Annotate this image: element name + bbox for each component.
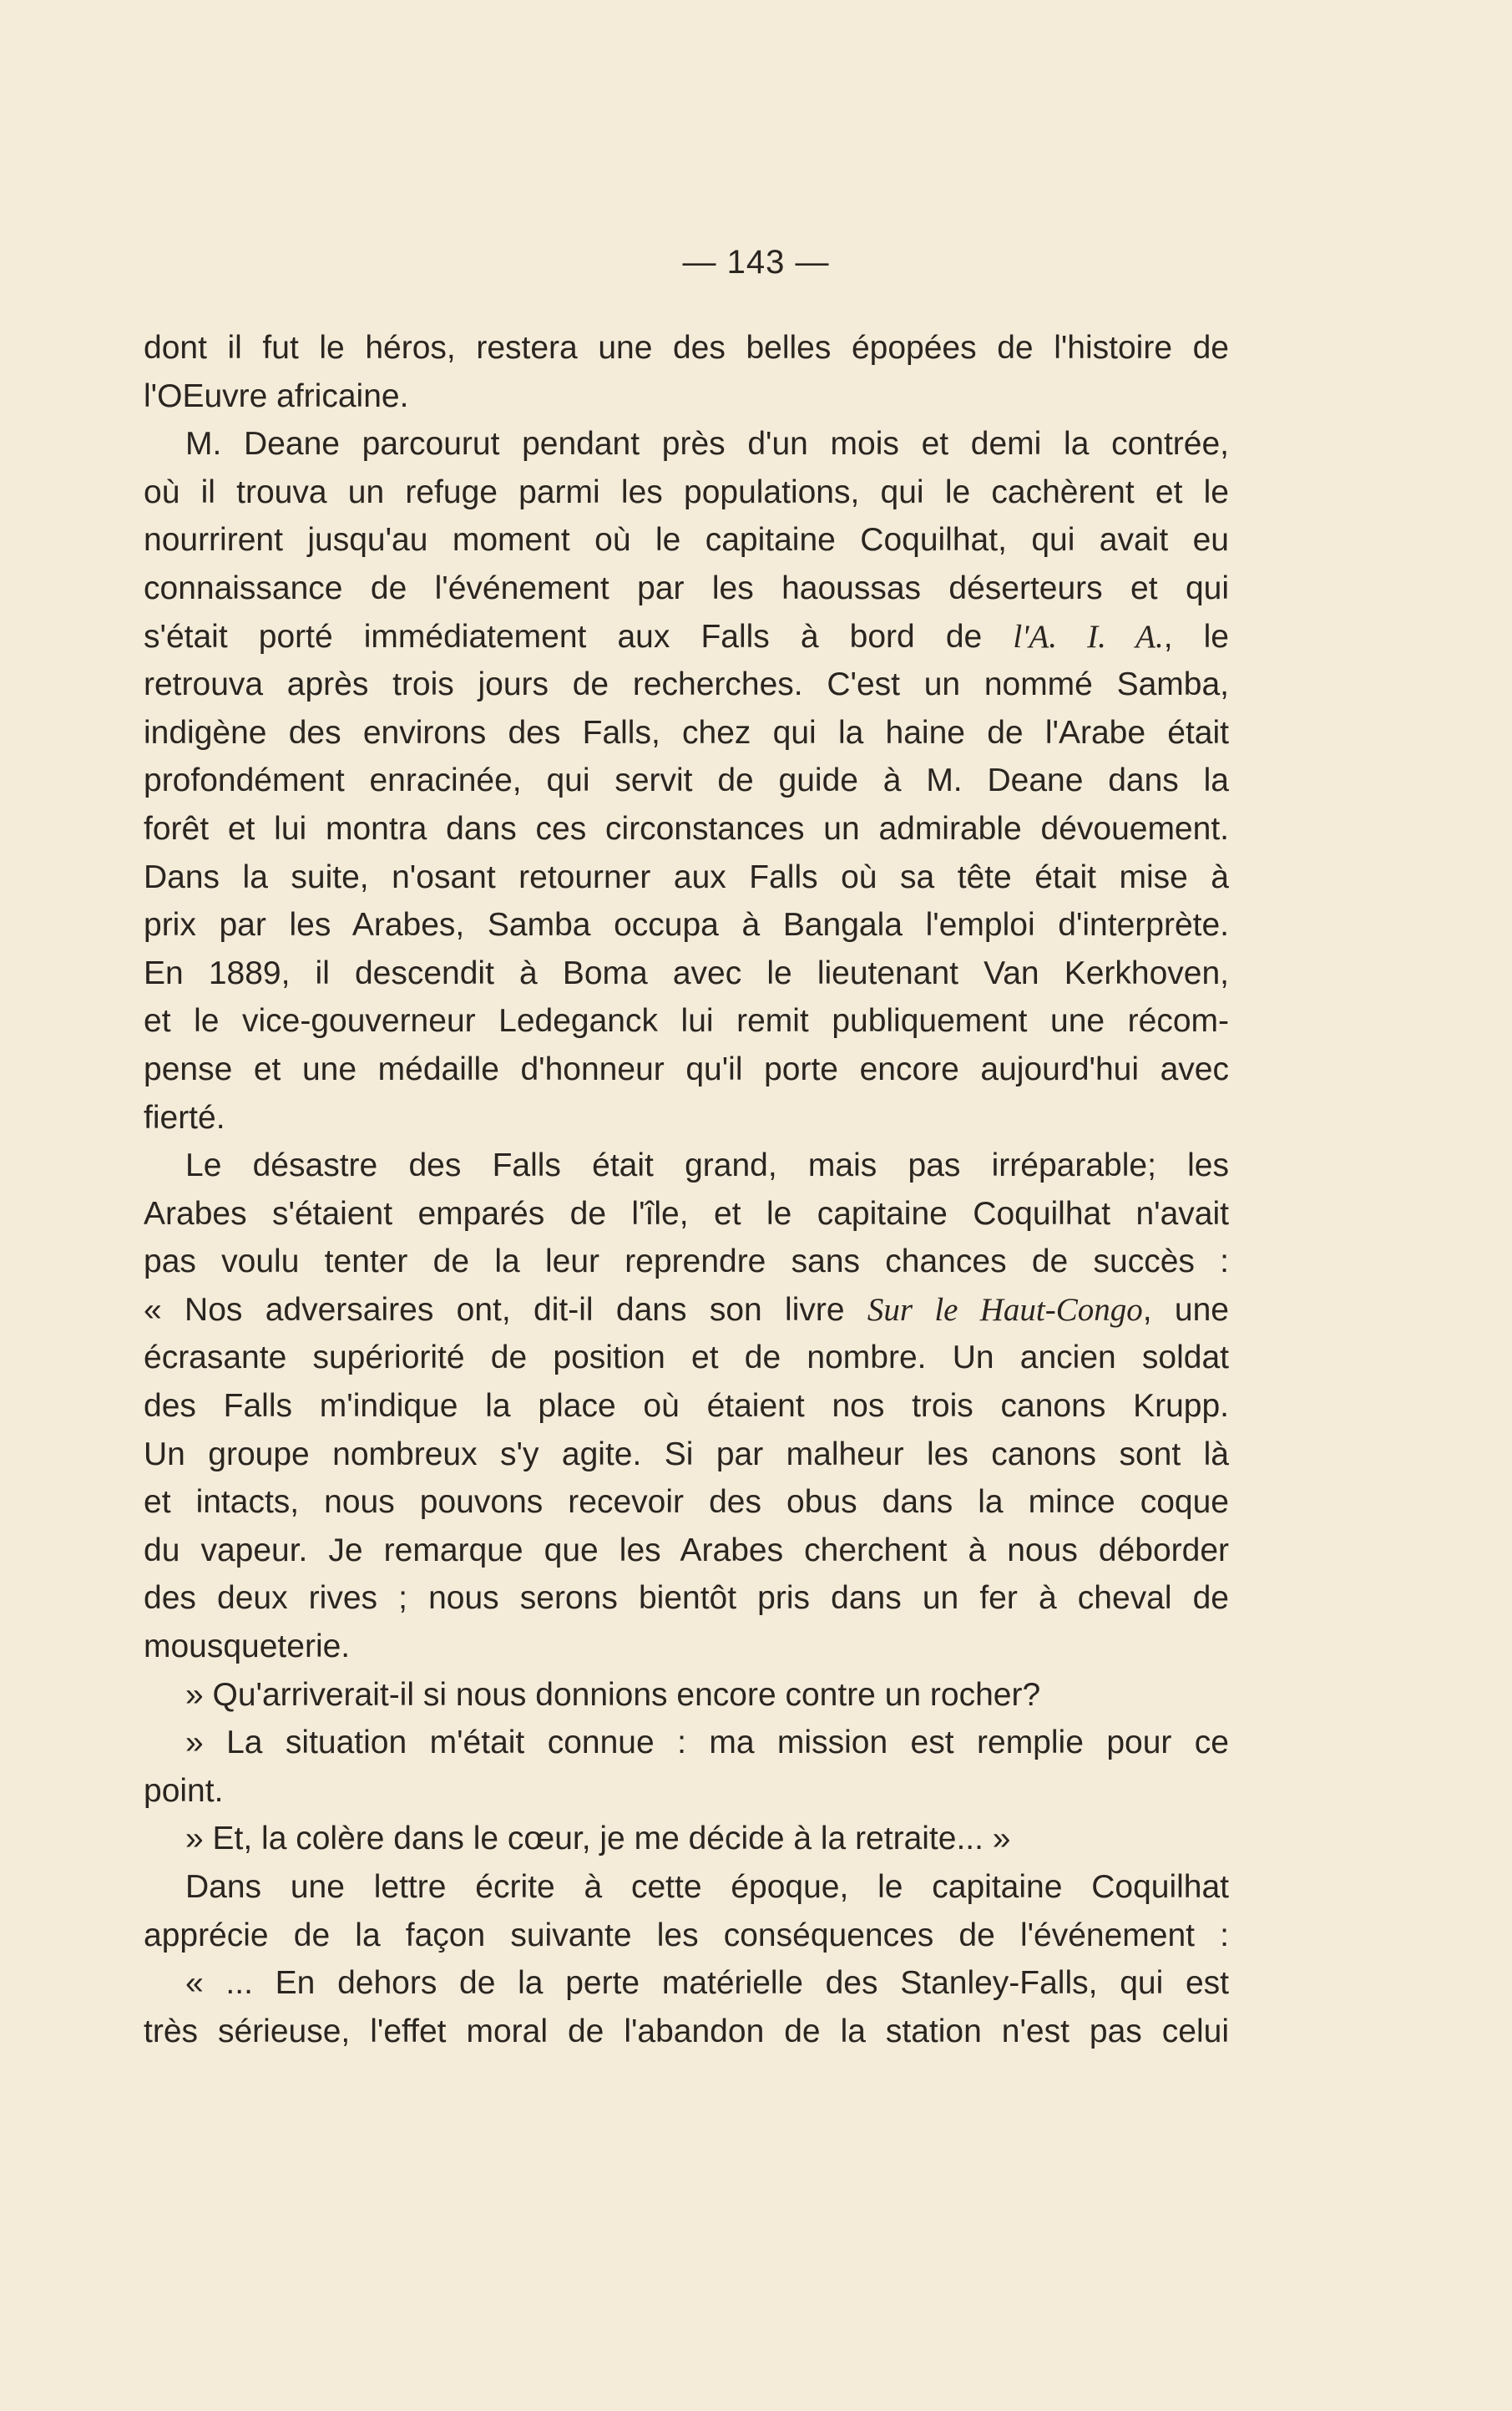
text-line: et intacts, nous pouvons recevoir des obus dans la mince coque bbox=[144, 1484, 1229, 1521]
text-line bbox=[144, 1286, 1229, 1335]
text-line: « ... En dehors de la perte matérielle des Stanley-Falls, qui est bbox=[185, 1965, 1229, 2002]
line-text-before-italic: « Nos adversaires ont, dit-il dans son livre bbox=[144, 1291, 867, 1328]
text-line: M. Deane parcourut pendant près d'un mois et demi la contrée, bbox=[185, 426, 1229, 463]
line-text-after-italic: , le bbox=[1163, 618, 1229, 655]
text-line: pense et une médaille d'honneur qu'il porte encore aujourd'hui avec bbox=[144, 1051, 1229, 1087]
text-line: mousqueterie. bbox=[144, 1628, 351, 1665]
text-line: l'OEuvre africaine. bbox=[144, 377, 409, 414]
text-line: pas voulu tenter de la leur reprendre sans chances de succès : bbox=[144, 1243, 1229, 1280]
text-line: retrouva après trois jours de recherches. C'est un nommé Samba, bbox=[144, 666, 1229, 703]
text-line: Dans une lettre écrite à cette époque, le capitaine Coquilhat bbox=[185, 1869, 1229, 1905]
text-line: » La situation m'était connue : ma mission est remplie pour ce bbox=[185, 1725, 1229, 1761]
text-line: où il trouva un refuge parmi les populations, qui le cachèrent et le bbox=[144, 474, 1229, 510]
text-line: indigène des environs des Falls, chez qui la haine de l'Arabe était bbox=[144, 714, 1229, 751]
text-line: des Falls m'indique la place où étaient nos trois canons Krupp. bbox=[144, 1388, 1229, 1425]
text-line: forêt et lui montra dans ces circonstances un admirable dévouement. bbox=[144, 810, 1229, 847]
text-line: dont il fut le héros, restera une des belles épopées de l'histoire de bbox=[144, 330, 1229, 366]
text-line: prix par les Arabes, Samba occupa à Bangala l'emploi d'interprète. bbox=[144, 907, 1229, 944]
line-text-before-italic: s'était porté immédiatement aux Falls à bord de bbox=[144, 618, 1014, 655]
line-text-after-italic: , une bbox=[1142, 1291, 1229, 1328]
text-line: fierté. bbox=[144, 1099, 225, 1136]
text-line: Un groupe nombreux s'y agite. Si par malheur les canons sont là bbox=[144, 1436, 1229, 1472]
text-line: » Qu'arriverait-il si nous donnions encore contre un rocher? bbox=[185, 1676, 1041, 1713]
text-line: » Et, la colère dans le cœur, je me décide à la retraite... » bbox=[185, 1821, 1011, 1857]
text-line: Dans la suite, n'osant retourner aux Falls où sa tête était mise à bbox=[144, 859, 1229, 895]
page-number: — 143 — bbox=[682, 244, 830, 281]
text-line: Arabes s'étaient emparés de l'île, et le capitaine Coquilhat n'avait bbox=[144, 1195, 1229, 1232]
italic-ship-name: l'A. I. A. bbox=[1013, 618, 1164, 655]
text-line bbox=[144, 613, 1229, 661]
text-line: apprécie de la façon suivante les conséquences de l'événement : bbox=[144, 1917, 1229, 1953]
text-line: et le vice-gouverneur Ledeganck lui remit publiquement une récom- bbox=[144, 1003, 1229, 1040]
text-line: En 1889, il descendit à Boma avec le lieutenant Van Kerkhoven, bbox=[144, 955, 1229, 991]
text-line: du vapeur. Je remarque que les Arabes cherchent à nous déborder bbox=[144, 1532, 1229, 1568]
text-line: écrasante supériorité de position et de nombre. Un ancien soldat bbox=[144, 1340, 1229, 1376]
text-line: profondément enracinée, qui servit de guide à M. Deane dans la bbox=[144, 762, 1229, 799]
italic-book-title: Sur le Haut-Congo bbox=[867, 1291, 1143, 1328]
text-line: très sérieuse, l'effet moral de l'abandon de la station n'est pas celui bbox=[144, 2013, 1229, 2049]
text-line: Le désastre des Falls était grand, mais pas irréparable; les bbox=[185, 1147, 1229, 1184]
text-line: connaissance de l'événement par les haoussas déserteurs et qui bbox=[144, 570, 1229, 606]
text-line: des deux rives ; nous serons bientôt pris dans un fer à cheval de bbox=[144, 1580, 1229, 1617]
text-line: nourrirent jusqu'au moment où le capitaine Coquilhat, qui avait eu bbox=[144, 522, 1229, 559]
body-text bbox=[144, 324, 1229, 2055]
text-line: point. bbox=[144, 1772, 224, 1809]
